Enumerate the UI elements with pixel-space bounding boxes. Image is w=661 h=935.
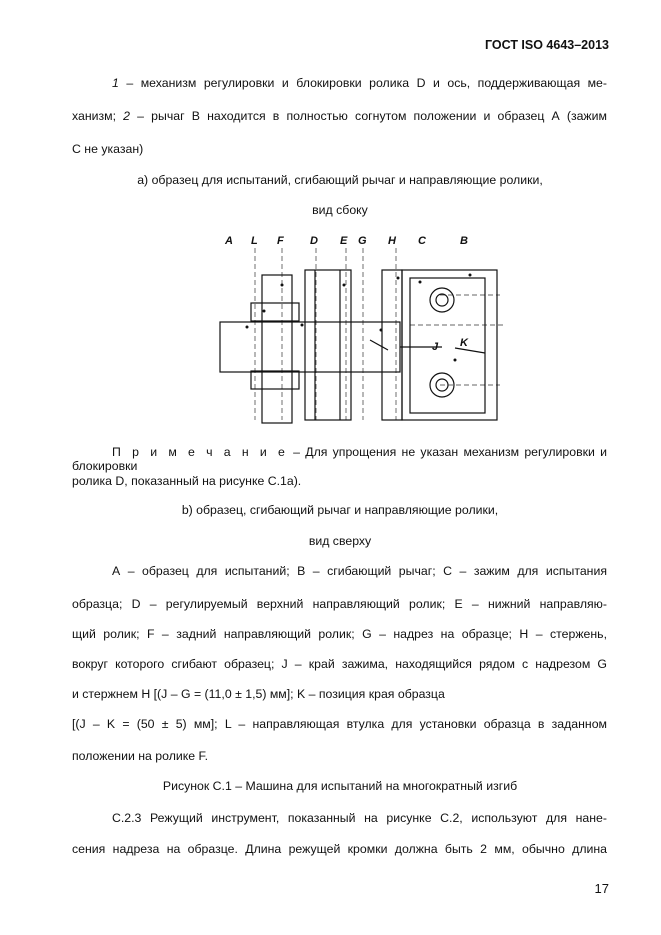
paragraph-line: 1 – механизм регулировки и блокировки ролика D и ось, поддерживающая ме-	[112, 76, 607, 90]
item-number: 2	[123, 109, 131, 123]
label-E: E	[340, 235, 348, 247]
document-header: ГОСТ ISO 4643–2013	[484, 38, 609, 52]
note-line: П р и м е ч а н и е – Для упрощения не указан механизм регулировки и блокировки	[72, 445, 607, 473]
label-G: G	[358, 235, 367, 247]
page-number: 17	[594, 881, 609, 896]
paragraph-line: сения надреза на образце. Длина режущей кромки должна быть 2 мм, обычно длина	[72, 842, 607, 856]
legend-line: [(J – K = (50 ± 5) мм]; L – направляющая втулка для установки образца в заданном	[72, 717, 607, 731]
caption-b-view: вид сверху	[308, 534, 372, 548]
label-B: B	[460, 235, 468, 247]
item-number: 1	[112, 76, 119, 90]
paragraph-line: ханизм; 2 – рычаг В находится в полностью согнутом положении и образец А (зажим	[72, 109, 607, 123]
paragraph-line: С.2.3 Режущий инструмент, показанный на рисунке С.2, используют для нане-	[112, 811, 607, 825]
figure-title: Рисунок С.1 – Машина для испытаний на многократный изгиб	[162, 779, 518, 793]
label-A: A	[225, 235, 233, 247]
paragraph-line: С не указан)	[72, 142, 144, 156]
legend-line: А – образец для испытаний; В – сгибающий рычаг; С – зажим для испытания	[112, 564, 607, 578]
label-D: D	[310, 235, 318, 247]
label-F: F	[277, 235, 284, 247]
caption-b: b) образец, сгибающий рычаг и направляющие ролики,	[181, 503, 499, 517]
figure-side-view	[210, 230, 510, 430]
caption-a: а) образец для испытаний, сгибающий рычаг и направляющие ролики,	[137, 173, 543, 187]
legend-line: образца; D – регулируемый верхний направляющий ролик; Е – нижний направляю-	[72, 597, 607, 611]
label-C: C	[418, 235, 426, 247]
label-L: L	[251, 235, 258, 247]
note-line: ролика D, показанный на рисунке С.1а).	[72, 474, 302, 488]
note-label: П р и м е ч а н и е	[112, 445, 288, 459]
legend-line: вокруг которого сгибают образец; J – край зажима, находящийся рядом с надрезом G	[72, 657, 607, 671]
label-J: J	[432, 341, 439, 353]
legend-line: и стержнем Н [(J – G = (11,0 ± 1,5) мм]; K – позиция края образца	[72, 687, 445, 701]
label-K: K	[460, 337, 468, 349]
legend-line: положении на ролике F.	[72, 749, 209, 763]
caption-a-view: вид сбоку	[312, 203, 368, 217]
legend-line: щий ролик; F – задний направляющий ролик; G – надрез на образце; Н – стержень,	[72, 627, 607, 641]
label-H: H	[388, 235, 396, 247]
